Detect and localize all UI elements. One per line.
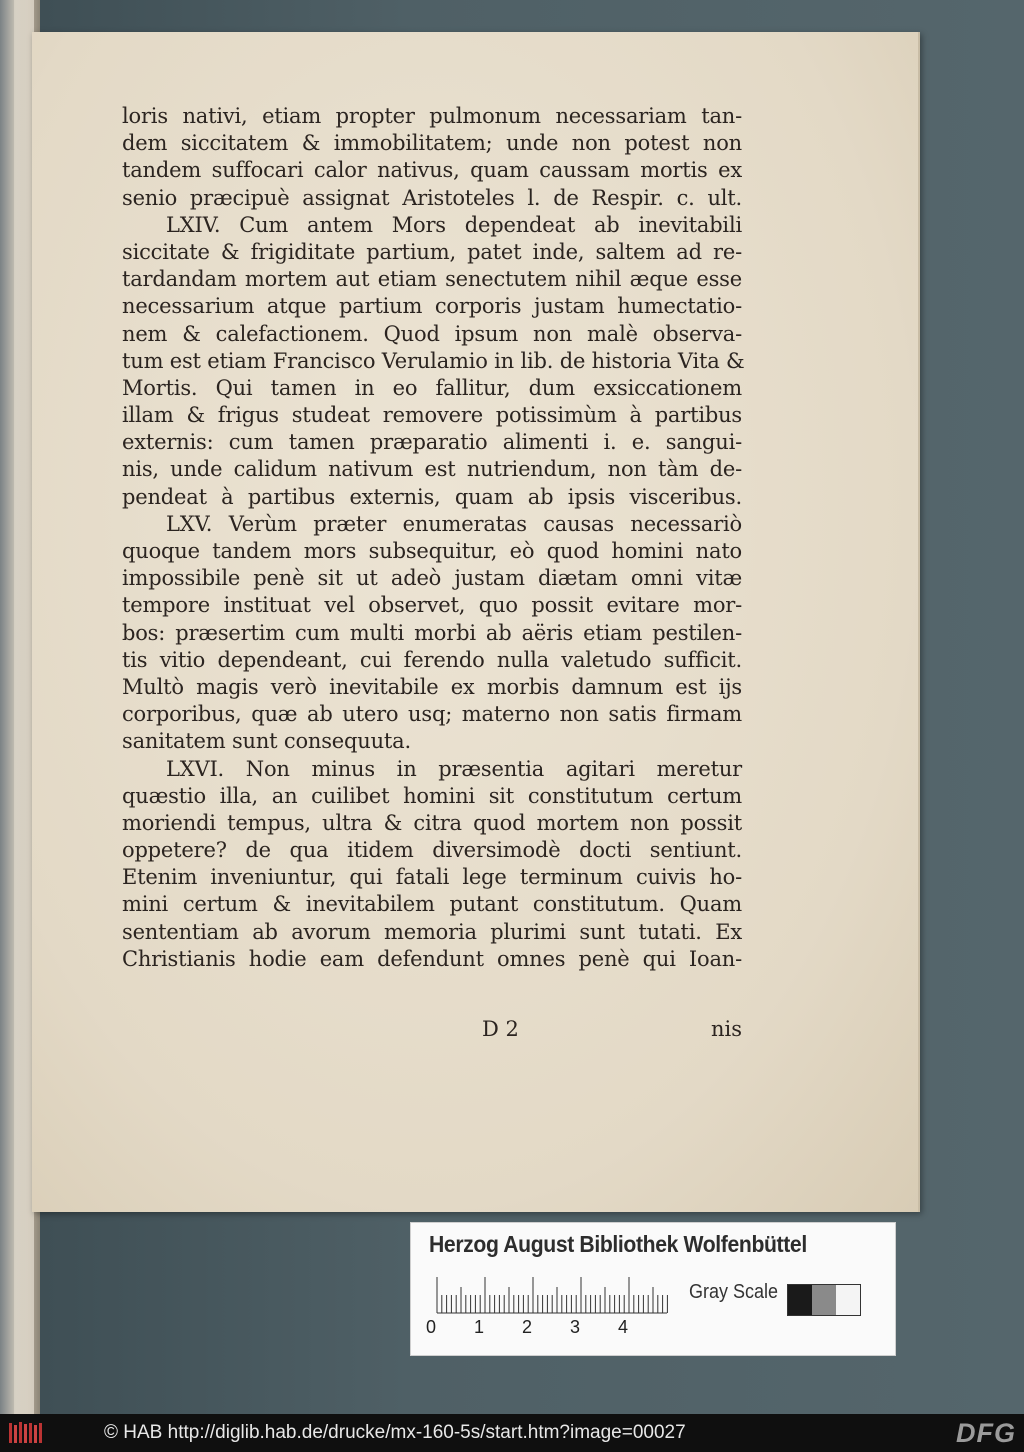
gray-scale-swatches xyxy=(787,1284,861,1316)
text-line: quæstio illa, an cuilibet homini sit constitutum certum xyxy=(122,783,742,808)
text-line: impossibile penè sit ut adeò justam diætam omni vitæ xyxy=(122,566,742,591)
text-line: loris nativi, etiam propter pulmonum necessariam tan- xyxy=(122,104,742,128)
text-line: LXV. Verùm præter enumeratas causas necessariò xyxy=(166,511,742,536)
ruler-number: 0 xyxy=(425,1317,436,1337)
gray-swatch xyxy=(812,1285,836,1315)
page-text xyxy=(122,103,745,973)
text-line: externis: cum tamen præparatio alimenti i. e. sangui- xyxy=(122,430,742,455)
text-line: moriendi tempus, ultra & citra quod mortem non possit xyxy=(122,810,742,835)
book-page xyxy=(32,32,920,1212)
text-line: tandem suffocari calor nativus, quam caussam mortis ex xyxy=(122,158,742,183)
ruler-number: 4 xyxy=(617,1317,628,1337)
text-line: tempore instituat vel observet, quo possit evitare mor- xyxy=(122,593,742,618)
catchword: nis xyxy=(710,1017,742,1041)
viewer-footer xyxy=(0,1414,1024,1452)
page-footer-line xyxy=(122,1015,742,1043)
text-line: tum est etiam Francisco Verulamio in lib. de historia Vita & xyxy=(122,348,745,373)
gray-swatch xyxy=(788,1285,812,1315)
text-line: senio præcipuè assignat Aristoteles l. de Respir. c. ult. xyxy=(122,185,742,210)
text-line: Mortis. Qui tamen in eo fallitur, dum exsiccationem xyxy=(122,375,742,400)
text-line: Christianis hodie eam defendunt omnes penè qui Ioan- xyxy=(122,946,742,971)
text-line: siccitate & frigiditate partium, patet inde, saltem ad re- xyxy=(122,239,742,264)
text-line: tardandam mortem aut etiam senectutem nihil æque esse xyxy=(122,267,742,292)
text-line: sententiam ab avorum memoria plurimi sunt tutati. Ex xyxy=(122,919,742,944)
text-line: tis vitio dependeant, cui ferendo nulla valetudo sufficit. xyxy=(122,647,742,672)
text-line: nem & calefactionem. Quod ipsum non malè observa- xyxy=(122,321,742,346)
text-line: mini certum & inevitabilem putant constitutum. Quam xyxy=(122,892,742,917)
text-line: sanitatem sunt consequuta. xyxy=(122,729,411,754)
ruler-scale xyxy=(433,1277,673,1321)
dfg-logo: DFG xyxy=(956,1418,1016,1448)
copyright-url[interactable]: © HAB http://diglib.hab.de/drucke/mx-160-5s/start.htm?image=00027 xyxy=(104,1422,686,1443)
text-line: illam & frigus studeat removere potissimùm à partibus xyxy=(122,403,742,428)
ruler-number: 3 xyxy=(569,1317,580,1337)
text-line: quoque tandem mors subsequitur, eò quod homini nato xyxy=(122,539,742,563)
book-edge-highlight xyxy=(14,0,34,1420)
text-line: Etenim inveniuntur, qui fatali lege terminum cuivis ho- xyxy=(122,865,742,890)
text-line: dem siccitatem & immobilitatem; unde non potest non xyxy=(122,131,742,156)
text-line: nis, unde calidum nativum est nutriendum, non tàm de- xyxy=(122,457,742,482)
text-line: bos: præsertim cum multi morbi ab aëris etiam pestilen- xyxy=(122,620,742,645)
text-line: corporibus, quæ ab utero usq; materno non satis firmam xyxy=(122,702,742,727)
ruler-number: 2 xyxy=(521,1317,532,1337)
text-line: oppetere? de qua itidem diversimodè docti sentiunt. xyxy=(122,838,742,863)
gray-swatch xyxy=(836,1285,860,1315)
gray-scale-label: Gray Scale xyxy=(689,1281,779,1303)
library-color-card xyxy=(410,1222,896,1356)
text-line: pendeat à partibus externis, quam ab ipsis visceribus. xyxy=(122,484,742,509)
text-line: necessarium atque partium corporis justam humectatio- xyxy=(122,294,742,319)
book-spines-icon xyxy=(8,1421,44,1445)
text-line: Multò magis verò inevitabile ex morbis damnum est ijs xyxy=(122,674,742,699)
library-name: Herzog August Bibliothek Wolfenbüttel xyxy=(429,1231,807,1257)
text-line: LXVI. Non minus in præsentia agitari meretur xyxy=(166,756,742,781)
signature-mark: D 2 xyxy=(482,1017,519,1041)
ruler-number: 1 xyxy=(473,1317,484,1337)
text-line: LXIV. Cum antem Mors dependeat ab inevitabili xyxy=(166,212,742,237)
